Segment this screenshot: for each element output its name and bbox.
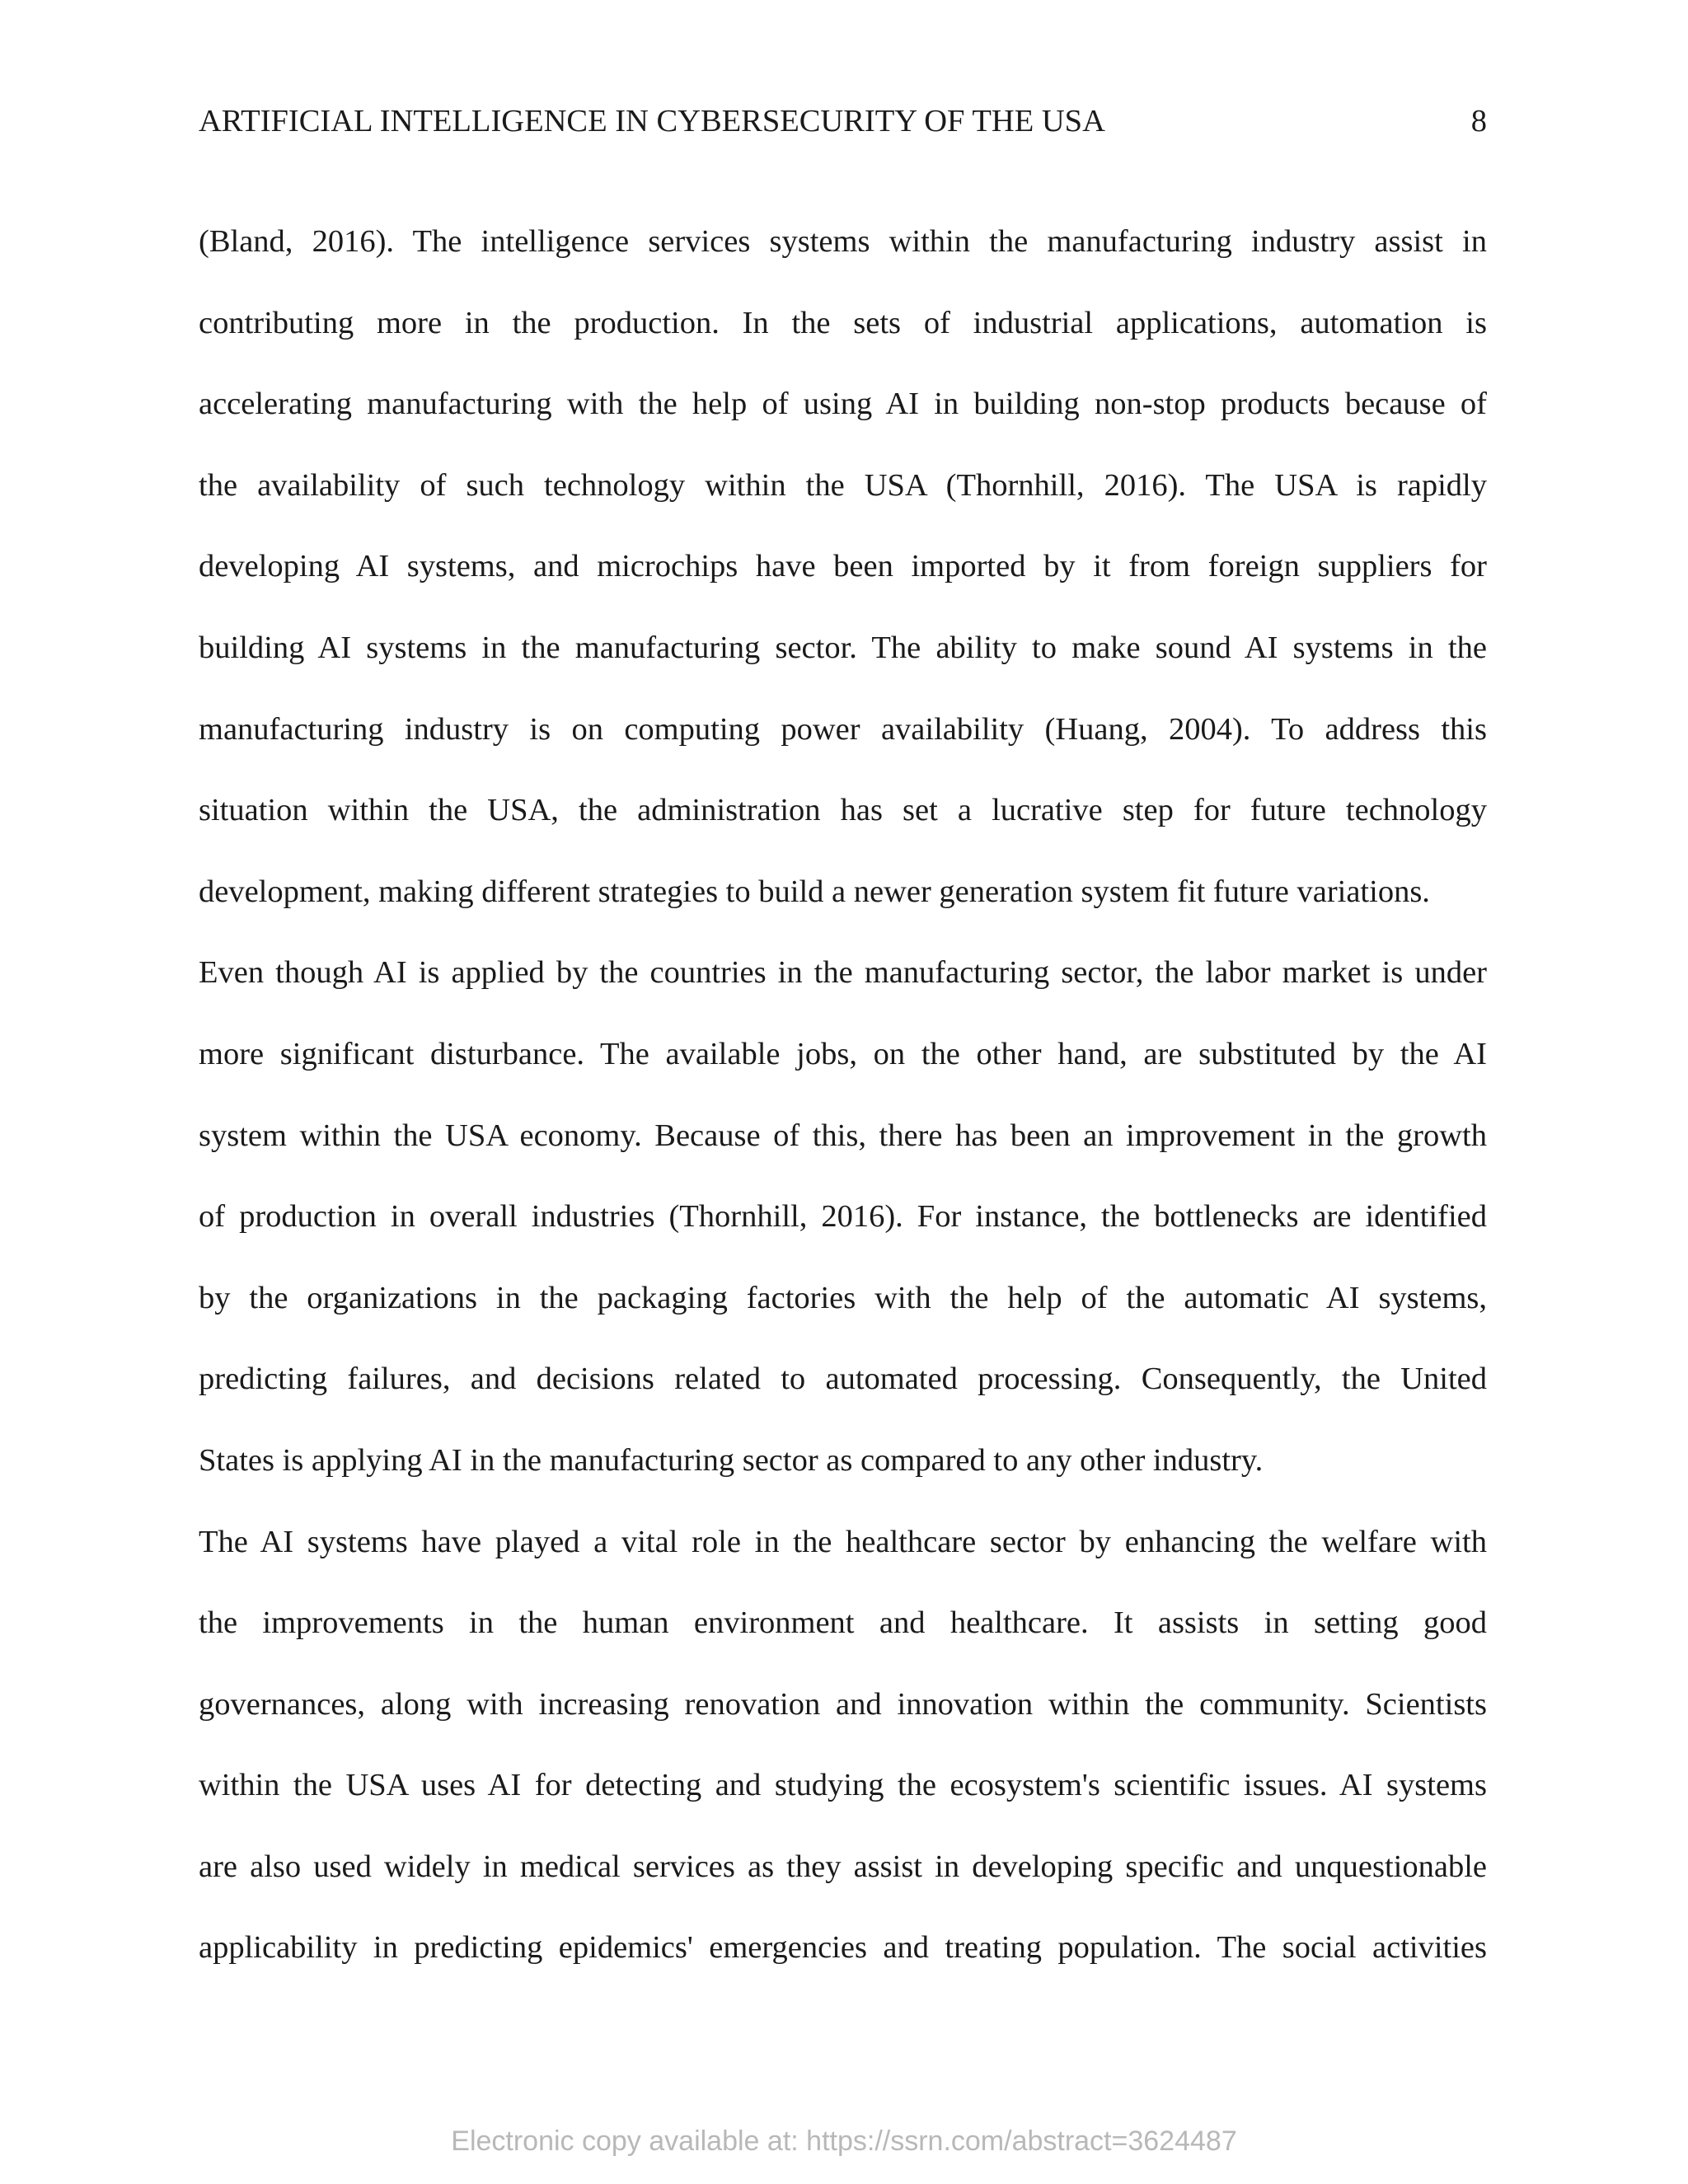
text-line: contributing more in the production. In the sets of industrial applications, automation is [199, 305, 1487, 340]
text-line: of production in overall industries (Thornhill, 2016). For instance, the bottlenecks are identified [199, 1199, 1487, 1235]
text-line: manufacturing industry is on computing power availability (Huang, 2004). To address this [199, 711, 1487, 747]
text-line: predicting failures, and decisions related to automated processing. Consequently, the United [199, 1361, 1487, 1397]
text-line: (Bland, 2016). The intelligence services systems within the manufacturing industry assist in [199, 224, 1487, 259]
body-text [199, 213, 1487, 2000]
text-line: more significant disturbance. The available jobs, on the other hand, are substituted by the AI [199, 1036, 1487, 1071]
text-line: situation within the USA, the administration has set a lucrative step for future technology [199, 793, 1487, 828]
text-line: applicability in predicting epidemics' emergencies and treating population. The social activities [199, 1930, 1487, 1966]
text-line: States is applying AI in the manufacturing sector as compared to any other industry. [199, 1442, 1264, 1478]
text-line: by the organizations in the packaging factories with the help of the automatic AI systems, [199, 1280, 1487, 1315]
text-line: The AI systems have played a vital role in the healthcare sector by enhancing the welfare with [199, 1524, 1487, 1559]
text-line: system within the USA economy. Because of this, there has been an improvement in the growth [199, 1118, 1487, 1153]
text-line: developing AI systems, and microchips have been imported by it from foreign suppliers for [199, 549, 1487, 584]
text-line: development, making different strategies to build a newer generation system fit future variations. [199, 874, 1430, 909]
text-line: the availability of such technology within the USA (Thornhill, 2016). The USA is rapidly [199, 467, 1487, 503]
ssrn-footer-link[interactable]: Electronic copy available at: https://ssrn.com/abstract=3624487 [451, 2125, 1237, 2157]
text-line: Even though AI is applied by the countries in the manufacturing sector, the labor market is under [199, 955, 1487, 991]
text-line: governances, along with increasing renovation and innovation within the community. Scientists [199, 1686, 1487, 1722]
text-line: within the USA uses AI for detecting and studying the ecosystem's scientific issues. AI systems [199, 1768, 1487, 1803]
page-number: 8 [1470, 104, 1487, 138]
running-head-title: ARTIFICIAL INTELLIGENCE IN CYBERSECURITY OF THE USA [199, 104, 1105, 138]
running-head [199, 92, 1487, 150]
text-line: accelerating manufacturing with the help of using AI in building non-stop products because of [199, 387, 1487, 422]
text-line: are also used widely in medical services as they assist in developing specific and unquestionable [199, 1849, 1487, 1884]
text-line: the improvements in the human environment and healthcare. It assists in setting good [199, 1605, 1487, 1641]
text-line: building AI systems in the manufacturing sector. The ability to make sound AI systems in the [199, 630, 1487, 665]
